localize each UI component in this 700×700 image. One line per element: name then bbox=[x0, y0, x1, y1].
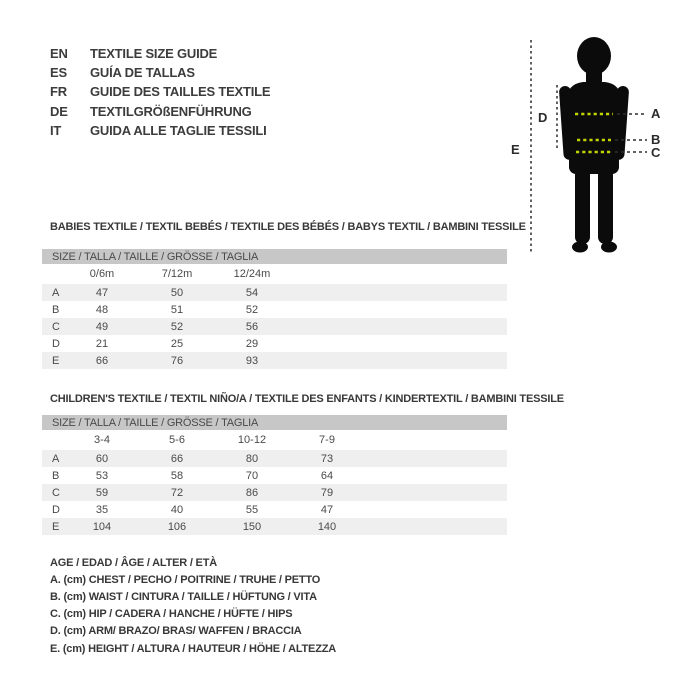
legend-item-waist: B. (cm) WAIST / CINTURA / TAILLE / HÜFTUNG / VITA bbox=[50, 590, 317, 603]
row-label: C bbox=[52, 486, 60, 499]
row-label: D bbox=[52, 503, 60, 516]
table-row bbox=[42, 352, 507, 369]
table-row bbox=[42, 318, 507, 335]
babies-section-title: BABIES TEXTILE / TEXTIL BEBÉS / TEXTILE DES BÉBÉS / BABYS TEXTIL / BAMBINI TESSILE bbox=[50, 221, 526, 233]
marker-label-e: E bbox=[511, 142, 520, 157]
cell-value: 54 bbox=[245, 286, 259, 299]
cell-value: 21 bbox=[95, 337, 109, 350]
row-label: D bbox=[52, 337, 60, 350]
row-label: C bbox=[52, 320, 60, 333]
cell-value: 55 bbox=[245, 503, 259, 516]
child-silhouette bbox=[559, 37, 630, 253]
cell-value: 73 bbox=[320, 452, 334, 465]
children-size-table bbox=[42, 415, 507, 535]
cell-value: 25 bbox=[170, 337, 184, 350]
cell-value: 104 bbox=[92, 520, 112, 533]
lang-code: EN bbox=[50, 46, 68, 62]
marker-label-b: B bbox=[651, 132, 661, 147]
legend-item-hip: C. (cm) HIP / CADERA / HANCHE / HÜFTE / HIPS bbox=[50, 608, 293, 621]
size-header-label: SIZE / TALLA / TAILLE / GRÖSSE / TAGLIA bbox=[52, 416, 259, 429]
cell-value: 150 bbox=[242, 520, 262, 533]
table-row bbox=[42, 335, 507, 352]
row-label: A bbox=[52, 286, 60, 299]
lang-title: GUIDA ALLE TAGLIE TESSILI bbox=[90, 122, 267, 138]
lang-row-it bbox=[50, 121, 270, 140]
table-row bbox=[42, 301, 507, 318]
column-header: 7-9 bbox=[319, 434, 335, 446]
cell-value: 53 bbox=[95, 469, 109, 482]
measurement-figure bbox=[505, 20, 700, 260]
legend-item-height: E. (cm) HEIGHT / ALTURA / HAUTEUR / HÖHE / ALTEZZA bbox=[50, 642, 336, 655]
cell-value: 72 bbox=[170, 486, 184, 499]
cell-value: 35 bbox=[95, 503, 109, 516]
lang-code: ES bbox=[50, 65, 67, 81]
children-size-header-bar bbox=[42, 415, 507, 430]
lang-row-en bbox=[50, 44, 270, 63]
cell-value: 56 bbox=[245, 320, 259, 333]
cell-value: 79 bbox=[320, 486, 334, 499]
row-label: E bbox=[52, 520, 60, 533]
cell-value: 52 bbox=[170, 320, 184, 333]
legend-item-arm: D. (cm) ARM/ BRAZO/ BRAS/ WAFFEN / BRACCIA bbox=[50, 625, 302, 638]
cell-value: 59 bbox=[95, 486, 109, 499]
lang-code: DE bbox=[50, 103, 68, 119]
cell-value: 60 bbox=[95, 452, 109, 465]
cell-value: 76 bbox=[170, 354, 184, 367]
column-header: 3-4 bbox=[94, 434, 110, 446]
cell-value: 106 bbox=[167, 520, 187, 533]
column-header: 10-12 bbox=[237, 434, 267, 446]
row-label: B bbox=[52, 469, 60, 482]
lang-title: GUÍA DE TALLAS bbox=[90, 65, 195, 81]
table-row bbox=[42, 450, 507, 467]
babies-size-header-bar bbox=[42, 249, 507, 264]
table-row bbox=[42, 501, 507, 518]
cell-value: 29 bbox=[245, 337, 259, 350]
child-silhouette-diagram bbox=[505, 20, 700, 260]
row-label: E bbox=[52, 354, 60, 367]
lang-title: TEXTILGRÖßENFÜHRUNG bbox=[90, 103, 252, 119]
lang-code: FR bbox=[50, 84, 67, 100]
size-header-label: SIZE / TALLA / TAILLE / GRÖSSE / TAGLIA bbox=[52, 250, 259, 263]
cell-value: 49 bbox=[95, 320, 109, 333]
table-row bbox=[42, 467, 507, 484]
language-list bbox=[50, 44, 270, 140]
cell-value: 47 bbox=[95, 286, 109, 299]
measurement-legend bbox=[50, 554, 336, 657]
column-header: 7/12m bbox=[161, 268, 193, 280]
lang-code: IT bbox=[50, 122, 62, 138]
column-header: 5-6 bbox=[169, 434, 185, 446]
cell-value: 52 bbox=[245, 303, 259, 316]
table-row bbox=[42, 284, 507, 301]
lang-row-fr bbox=[50, 82, 270, 101]
row-label: A bbox=[52, 452, 60, 465]
cell-value: 50 bbox=[170, 286, 184, 299]
column-header: 0/6m bbox=[89, 268, 115, 280]
marker-label-d: D bbox=[538, 110, 548, 125]
children-section-title: CHILDREN'S TEXTILE / TEXTIL NIÑO/A / TEXTILE DES ENFANTS / KINDERTEXTIL / BAMBINI TESSILE bbox=[50, 393, 564, 405]
cell-value: 70 bbox=[245, 469, 259, 482]
cell-value: 140 bbox=[317, 520, 337, 533]
cell-value: 58 bbox=[170, 469, 184, 482]
marker-label-c: C bbox=[651, 145, 661, 160]
legend-title: AGE / EDAD / ÂGE / ALTER / ETÀ bbox=[50, 556, 217, 569]
marker-label-a: A bbox=[651, 106, 661, 121]
row-label: B bbox=[52, 303, 60, 316]
cell-value: 66 bbox=[170, 452, 184, 465]
lang-row-es bbox=[50, 63, 270, 82]
cell-value: 64 bbox=[320, 469, 334, 482]
cell-value: 93 bbox=[245, 354, 259, 367]
cell-value: 86 bbox=[245, 486, 259, 499]
children-column-header-row bbox=[42, 430, 507, 450]
table-row bbox=[42, 484, 507, 501]
lang-row-de bbox=[50, 102, 270, 121]
cell-value: 47 bbox=[320, 503, 334, 516]
lang-title: TEXTILE SIZE GUIDE bbox=[90, 46, 218, 62]
legend-item-chest: A. (cm) CHEST / PECHO / POITRINE / TRUHE / PETTO bbox=[50, 573, 321, 586]
table-row bbox=[42, 518, 507, 535]
cell-value: 48 bbox=[95, 303, 109, 316]
cell-value: 40 bbox=[170, 503, 184, 516]
column-header: 12/24m bbox=[233, 268, 271, 280]
babies-column-header-row bbox=[42, 264, 507, 284]
lang-title: GUIDE DES TAILLES TEXTILE bbox=[90, 84, 271, 100]
babies-size-table bbox=[42, 249, 507, 369]
cell-value: 66 bbox=[95, 354, 109, 367]
cell-value: 51 bbox=[170, 303, 184, 316]
cell-value: 80 bbox=[245, 452, 259, 465]
